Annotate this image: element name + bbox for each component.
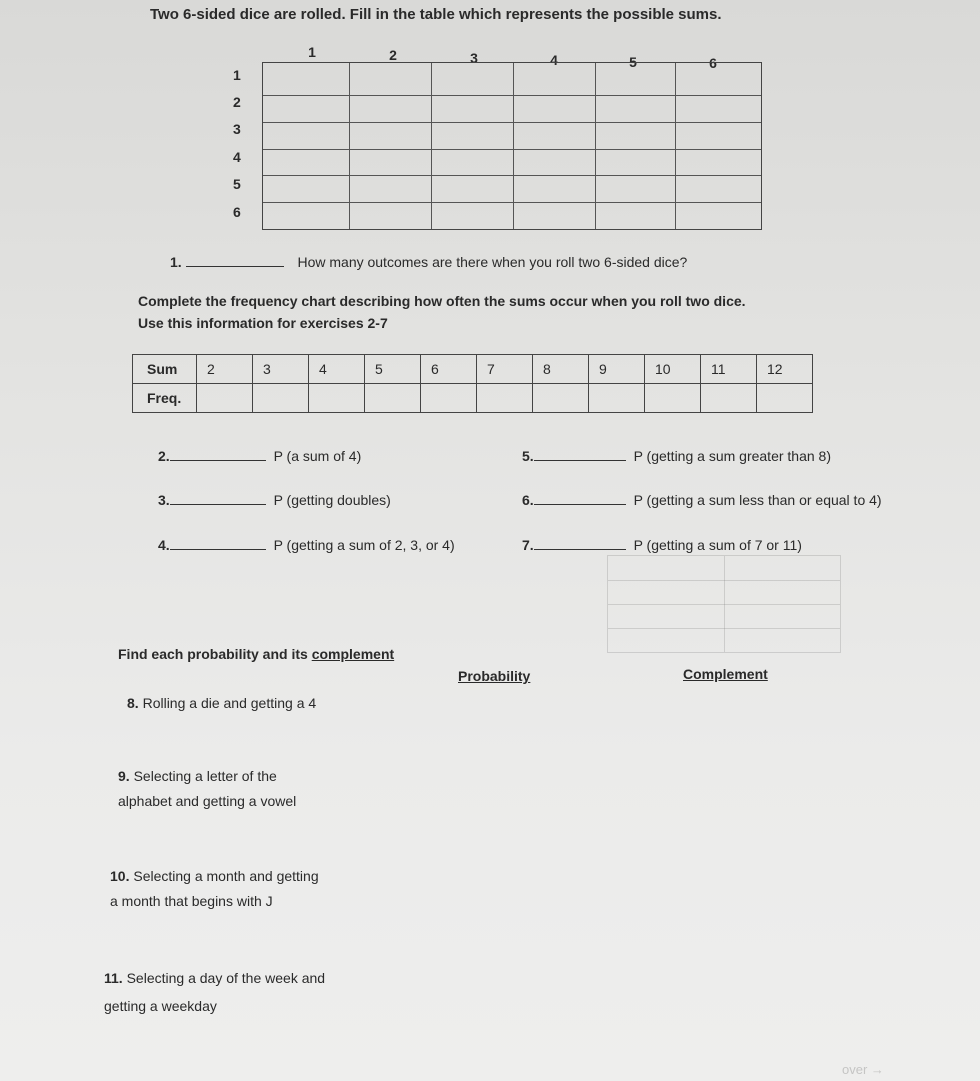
item-number: 8. [127,695,139,711]
sum-cell: 6 [421,355,477,384]
grid-divider [263,95,761,96]
item-number: 9. [118,768,130,784]
exercise-number: 4. [158,537,170,553]
question-number: 1. [170,254,182,270]
item-text: Selecting a letter of the [133,768,277,784]
grid-divider [349,63,350,229]
freq-row [133,384,813,413]
sum-cell: 2 [197,355,253,384]
item-10-line-2: a month that begins with J [110,893,273,909]
exercise-number: 5. [522,448,534,464]
frequency-table [132,354,813,413]
exercise-7 [522,535,802,553]
item-number: 11. [104,970,123,986]
grid-col-header-5: 5 [629,54,637,70]
bleed-through-table [607,555,841,653]
heading-prefix: Find each probability and its [118,646,312,662]
grid-row-header-2: 2 [233,94,241,110]
sum-cell: 3 [253,355,309,384]
exercise-text: P (getting a sum less than or equal to 4) [633,492,882,508]
freq-cell[interactable] [701,384,757,413]
sum-row [133,355,813,384]
freq-label: Freq. [133,384,197,413]
grid-divider [608,580,840,581]
freq-cell[interactable] [477,384,533,413]
worksheet-title: Two 6-sided dice are rolled. Fill in the table which represents the possible sums. [150,6,722,23]
frequency-instructions: Complete the frequency chart describing how often the sums occur when you roll two dice. [138,293,746,309]
grid-row-header-4: 4 [233,149,241,165]
grid-col-header-3: 3 [470,50,478,66]
item-10 [110,868,319,884]
question-1 [170,252,687,270]
probability-column-header: Probability [458,668,531,684]
grid-col-header-2: 2 [389,47,397,63]
item-text: Selecting a day of the week and [126,970,326,986]
grid-row-header-3: 3 [233,121,241,137]
sum-cell: 5 [365,355,421,384]
exercise-3 [158,490,391,508]
exercise-text: P (getting doubles) [273,492,391,508]
grid-row-header-1: 1 [233,67,241,83]
freq-cell[interactable] [421,384,477,413]
grid-row-header-5: 5 [233,176,241,192]
item-text: Selecting a month and getting [133,868,319,884]
grid-divider [263,202,761,203]
item-11 [104,970,325,986]
question-text: How many outcomes are there when you roll two 6-sided dice? [297,254,688,270]
item-9-line-2: alphabet and getting a vowel [118,793,297,809]
freq-cell[interactable] [757,384,813,413]
exercise-number: 2. [158,448,170,464]
exercise-2 [158,446,361,464]
item-8 [127,695,316,711]
grid-divider [513,63,514,229]
sum-cell: 4 [309,355,365,384]
dice-sum-grid [262,62,762,230]
answer-blank[interactable] [170,535,266,550]
grid-divider [431,63,432,229]
freq-cell[interactable] [309,384,365,413]
answer-blank[interactable] [170,490,266,505]
exercise-text: P (getting a sum greater than 8) [633,448,831,464]
item-11-line-2: getting a weekday [104,998,217,1014]
sum-cell: 9 [589,355,645,384]
grid-divider [263,122,761,123]
sum-cell: 7 [477,355,533,384]
grid-col-header-1: 1 [308,44,316,60]
sum-cell: 8 [533,355,589,384]
item-number: 10. [110,868,130,884]
exercise-number: 6. [522,492,534,508]
grid-divider [608,604,840,605]
grid-divider [263,149,761,150]
item-text: Rolling a die and getting a 4 [142,695,317,711]
grid-col-header-4: 4 [550,52,558,68]
grid-row-header-6: 6 [233,204,241,220]
frequency-note: Use this information for exercises 2-7 [138,315,388,331]
complement-heading [118,646,394,662]
freq-cell[interactable] [197,384,253,413]
item-9 [118,768,277,784]
freq-cell[interactable] [589,384,645,413]
complement-column-header: Complement [683,666,768,682]
grid-col-header-6: 6 [709,55,717,71]
grid-divider [263,175,761,176]
exercise-5 [522,446,831,464]
answer-blank[interactable] [534,490,626,505]
exercise-number: 3. [158,492,170,508]
grid-divider [608,628,840,629]
freq-cell[interactable] [365,384,421,413]
heading-underlined: complement [311,646,395,662]
answer-blank[interactable] [186,252,284,267]
exercise-4 [158,535,455,553]
exercise-6 [522,490,882,508]
freq-cell[interactable] [645,384,701,413]
sum-label: Sum [133,355,197,384]
answer-blank[interactable] [534,446,626,461]
grid-divider [675,63,676,229]
sum-cell: 11 [701,355,757,384]
answer-blank[interactable] [534,535,626,550]
answer-blank[interactable] [170,446,266,461]
grid-divider [595,63,596,229]
sum-cell: 12 [757,355,813,384]
exercise-text: P (getting a sum of 2, 3, or 4) [273,537,455,553]
exercise-text: P (getting a sum of 7 or 11) [633,537,802,553]
freq-cell[interactable] [253,384,309,413]
freq-cell[interactable] [533,384,589,413]
sum-cell: 10 [645,355,701,384]
exercise-number: 7. [522,537,534,553]
footer-note: over → [842,1062,884,1077]
exercise-text: P (a sum of 4) [273,448,362,464]
